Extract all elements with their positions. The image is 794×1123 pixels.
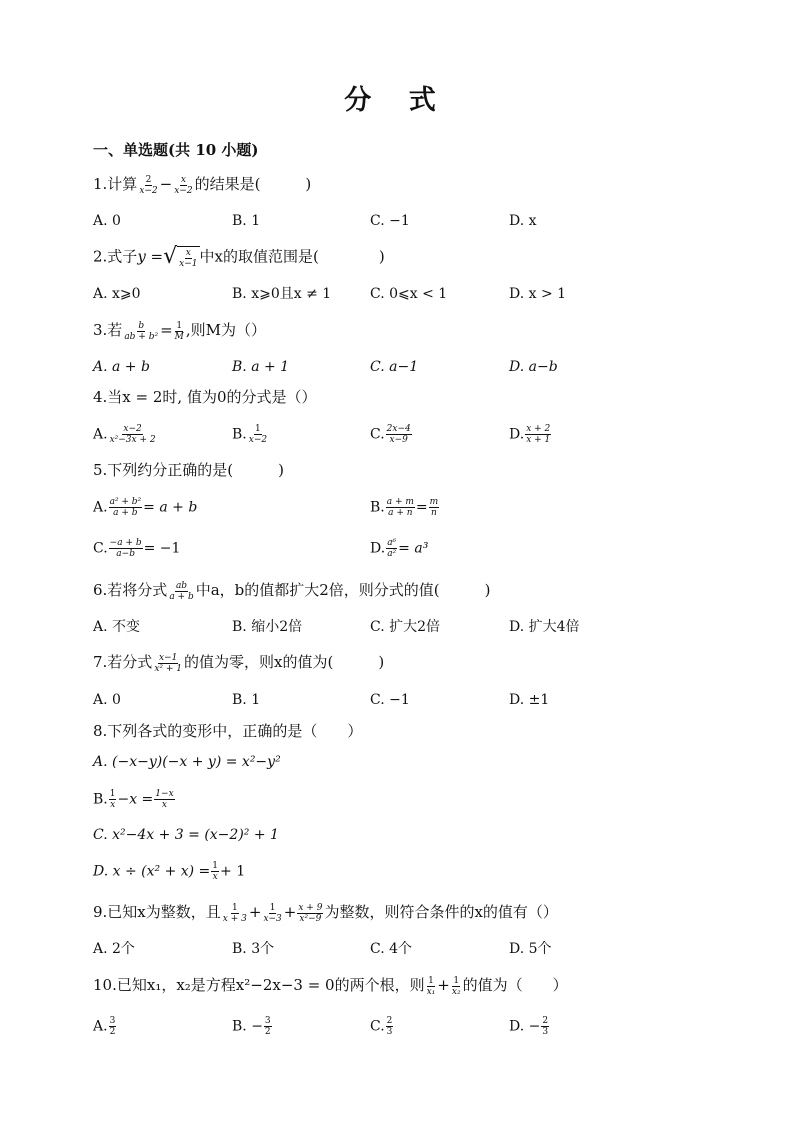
option-c: C. $\frac{2}{3}$ bbox=[370, 1016, 393, 1037]
option-a: A. 不变 bbox=[93, 619, 141, 635]
fraction: $\frac{1}{\text{x₂}}$ bbox=[451, 975, 461, 997]
option-b: B. $\frac{a + m}{a + n}$ = $\frac{m}{n}$ bbox=[370, 497, 439, 518]
option-c: C. a−1 bbox=[370, 359, 419, 375]
option-c: C. −1 bbox=[370, 692, 410, 708]
option-b: B. − $\frac{3}{2}$ bbox=[232, 1016, 271, 1037]
option-d: D. $\frac{x + 2}{x + 1}$ bbox=[509, 424, 551, 445]
option-a: A. 0 bbox=[93, 692, 121, 708]
option-a: A. a + b bbox=[93, 359, 150, 375]
fraction: $\frac{1}{\text{x₁}}$ bbox=[426, 975, 436, 997]
fraction: $\frac{1}{x + 3}$ bbox=[222, 902, 247, 924]
option-a: A. $\frac{\text{a² + b²}}{a + b}$ = a + b bbox=[93, 497, 198, 518]
sqrt-icon: √ $\frac{x}{x-1}$ bbox=[163, 244, 198, 270]
question-1: 1.计算 $\frac{2}{x-2}$ − $\frac{x}{x-2}$ 的结果是( ) bbox=[93, 174, 312, 196]
fraction: $\frac{2}{x-2}$ bbox=[139, 174, 158, 196]
option-b: B. 3个 bbox=[232, 941, 275, 957]
fraction: $\frac{x + 9}{\text{x²−9}}$ bbox=[298, 902, 323, 924]
question-7: 7.若分式 $\frac{x-1}{\text{x² + 1}}$ 的值为零，则x的值为( ) bbox=[93, 652, 385, 674]
option-d: D. $\frac{\text{a⁶}}{\text{a²}}$ = a³ bbox=[370, 538, 429, 559]
fraction: $\frac{1}{x-3}$ bbox=[263, 902, 282, 924]
option-b: B. x⩾0且x ≠ 1 bbox=[232, 286, 332, 302]
option-c: C. 0⩽x < 1 bbox=[370, 286, 448, 302]
option-d: D. 5个 bbox=[509, 941, 552, 957]
option-b: B. 1 bbox=[232, 692, 261, 708]
option-d: D. x ÷ (x² + x) = $\frac{1}{x}$ + 1 bbox=[93, 861, 246, 882]
option-b: B. 缩小2倍 bbox=[232, 619, 303, 635]
option-c: C. $\frac{2x-4}{x-9}$ bbox=[370, 424, 411, 445]
section-heading: 一、单选题(共 10 小题) bbox=[93, 141, 259, 159]
option-b: B. $\frac{1}{x-2}$ bbox=[232, 424, 268, 445]
page-title: 分 式 bbox=[344, 85, 450, 116]
option-b: B. a + 1 bbox=[232, 359, 290, 375]
fraction: $\frac{x}{x-2}$ bbox=[174, 174, 193, 196]
question-6: 6.若将分式 $\frac{ab}{a + b}$ 中a，b的值都扩大2倍，则分式的值( ) bbox=[93, 580, 491, 602]
option-c: C. −1 bbox=[370, 213, 410, 229]
option-d: D. x > 1 bbox=[509, 286, 567, 302]
option-a: A. (−x−y)(−x + y) = x²−y² bbox=[93, 754, 281, 770]
option-c: C. 扩大2倍 bbox=[370, 619, 441, 635]
question-9: 9.已知x为整数，且 $\frac{1}{x + 3}$ + $\frac{1}{x-3}$ + $\frac{x + 9}{\text{x²−9}}$ 为整数，则符合条件的x的值有（） bbox=[93, 902, 558, 924]
fraction: $\frac{b}{\text{ab + b²}}$ bbox=[124, 320, 159, 342]
option-a: A. $\frac{3}{2}$ bbox=[93, 1016, 116, 1037]
question-10: 10.已知x₁，x₂是方程x²−2x−3 = 0的两个根，则 $\frac{1}{\text{x₁}}$ + $\frac{1}{\text{x₂}}$ 的值为（ ） bbox=[93, 975, 568, 997]
option-b: B. $\frac{1}{x}$ −x = $\frac{1-x}{x}$ bbox=[93, 789, 174, 810]
question-8: 8.下列各式的变形中，正确的是（ ） bbox=[93, 722, 363, 740]
option-d: D. 扩大4倍 bbox=[509, 619, 580, 635]
question-2: 2.式子y = √ $\frac{x}{x-1}$ 中x的取值范围是( ) bbox=[93, 244, 385, 270]
fraction: $\frac{1}{M}$ bbox=[174, 320, 184, 342]
option-c: C. 4个 bbox=[370, 941, 413, 957]
option-a: A. 0 bbox=[93, 213, 121, 229]
option-b: B. 1 bbox=[232, 213, 261, 229]
option-a: A. $\frac{x-2}{\text{x²−3x + 2}}$ bbox=[93, 424, 156, 445]
question-4: 4.当x = 2时, 值为0的分式是（） bbox=[93, 388, 317, 406]
fraction: $\frac{x-1}{\text{x² + 1}}$ bbox=[154, 652, 182, 674]
fraction: $\frac{ab}{a + b}$ bbox=[169, 580, 194, 602]
question-5: 5.下列约分正确的是( ) bbox=[93, 461, 285, 479]
option-c: C. $\frac{-a + b}{a-b}$ = −1 bbox=[93, 538, 181, 559]
option-d: D. x bbox=[509, 213, 537, 229]
option-d: D. ±1 bbox=[509, 692, 550, 708]
option-c: C. x²−4x + 3 = (x−2)² + 1 bbox=[93, 827, 279, 843]
option-d: D. − $\frac{2}{3}$ bbox=[509, 1016, 549, 1037]
option-a: A. 2个 bbox=[93, 941, 135, 957]
question-3: 3.若 $\frac{b}{\text{ab + b²}}$ = $\frac{1}{M}$ ,则M为（） bbox=[93, 320, 267, 342]
option-a: A. x⩾0 bbox=[93, 286, 141, 302]
option-d: D. a−b bbox=[509, 359, 558, 375]
